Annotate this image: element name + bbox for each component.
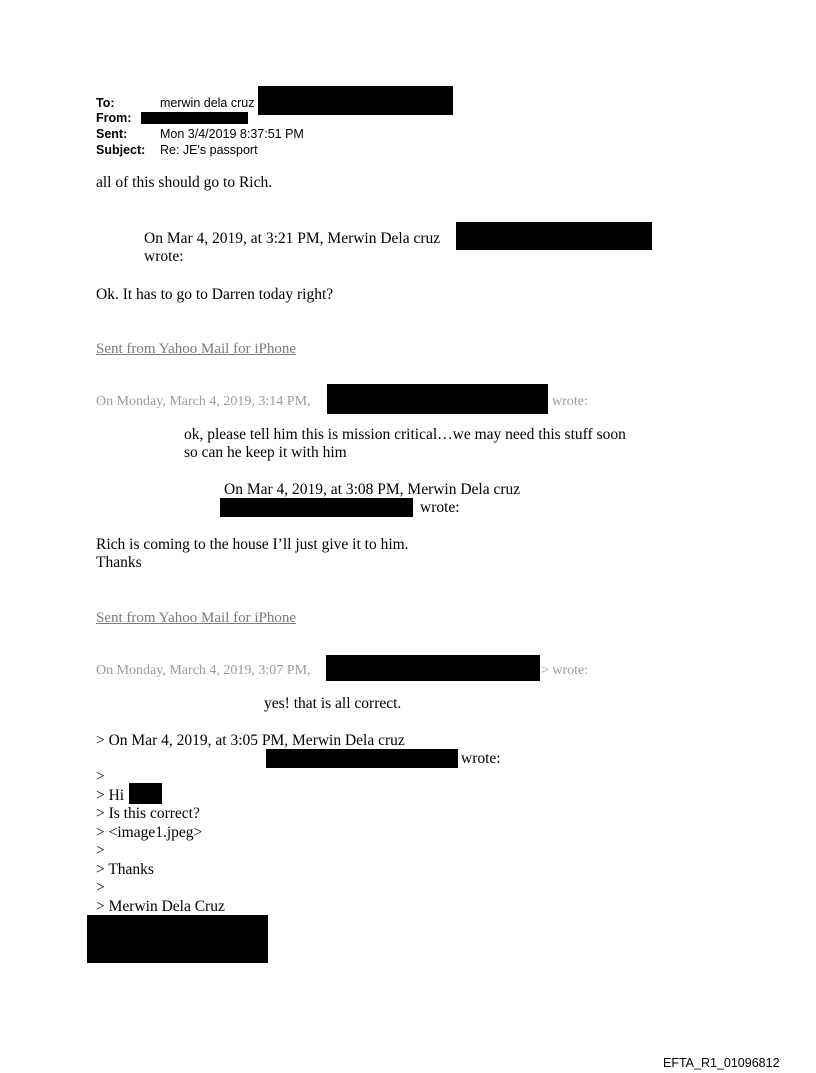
quote3-header: > On Mar 4, 2019, at 3:05 PM, Merwin Dela cruz xyxy=(96,732,405,749)
quote3-gt-1: > xyxy=(96,768,105,785)
quote3-hi: > Hi xyxy=(96,787,125,804)
subject-value: Re: JE's passport xyxy=(160,143,258,157)
yahoo2-suffix: > wrote: xyxy=(541,663,589,678)
thanks-line: Thanks xyxy=(96,554,142,571)
redaction-quote1-email xyxy=(456,222,652,250)
quote3-gt-3: > xyxy=(96,879,105,896)
quote1-wrote: wrote: xyxy=(144,248,184,265)
quote3-thanks: > Thanks xyxy=(96,861,154,878)
body-line-2: Ok. It has to go to Darren today right? xyxy=(96,286,334,303)
sent-from-yahoo-link-2[interactable]: Sent from Yahoo Mail for iPhone xyxy=(96,610,296,626)
quote3-is-correct: > Is this correct? xyxy=(96,805,200,822)
redaction-quote3-email xyxy=(266,749,458,768)
redaction-quote2-email xyxy=(220,498,413,517)
sent-from-yahoo-link-1[interactable]: Sent from Yahoo Mail for iPhone xyxy=(96,341,296,357)
yes-line: yes! that is all correct. xyxy=(264,695,402,712)
sent-label: Sent: xyxy=(96,127,128,141)
quote3-wrote: wrote: xyxy=(461,750,501,767)
mission-line-2: so can he keep it with him xyxy=(184,444,347,461)
redaction-signature-block xyxy=(87,915,268,963)
mission-line-1: ok, please tell him this is mission critical…we may need this stuff soon xyxy=(184,426,626,443)
body-line-1: all of this should go to Rich. xyxy=(96,174,273,191)
yahoo1-prefix: On Monday, March 4, 2019, 3:14 PM, xyxy=(96,394,311,409)
redaction-to-email xyxy=(258,86,453,115)
quote1-header: On Mar 4, 2019, at 3:21 PM, Merwin Dela cruz xyxy=(144,230,441,247)
yahoo1-suffix: wrote: xyxy=(552,394,588,409)
yahoo2-prefix: On Monday, March 4, 2019, 3:07 PM, xyxy=(96,663,311,678)
subject-label: Subject: xyxy=(96,143,146,157)
to-label: To: xyxy=(96,96,115,110)
quote2-header: On Mar 4, 2019, at 3:08 PM, Merwin Dela cruz xyxy=(224,481,521,498)
quote3-gt-2: > xyxy=(96,842,105,859)
document-id: EFTA_R1_01096812 xyxy=(663,1056,780,1070)
to-value: merwin dela cruz xyxy=(160,96,255,110)
redaction-yahoo2-sender xyxy=(326,655,540,681)
redaction-yahoo1-sender xyxy=(327,384,548,414)
quote3-image: > <image1.jpeg> xyxy=(96,824,203,841)
redaction-from xyxy=(141,112,248,124)
rich-line: Rich is coming to the house I’ll just give it to him. xyxy=(96,536,409,553)
redaction-hi-name xyxy=(129,783,162,804)
from-label: From: xyxy=(96,111,132,125)
sent-value: Mon 3/4/2019 8:37:51 PM xyxy=(160,127,304,141)
quote3-signature: > Merwin Dela Cruz xyxy=(96,898,225,915)
quote2-wrote: wrote: xyxy=(420,499,460,516)
